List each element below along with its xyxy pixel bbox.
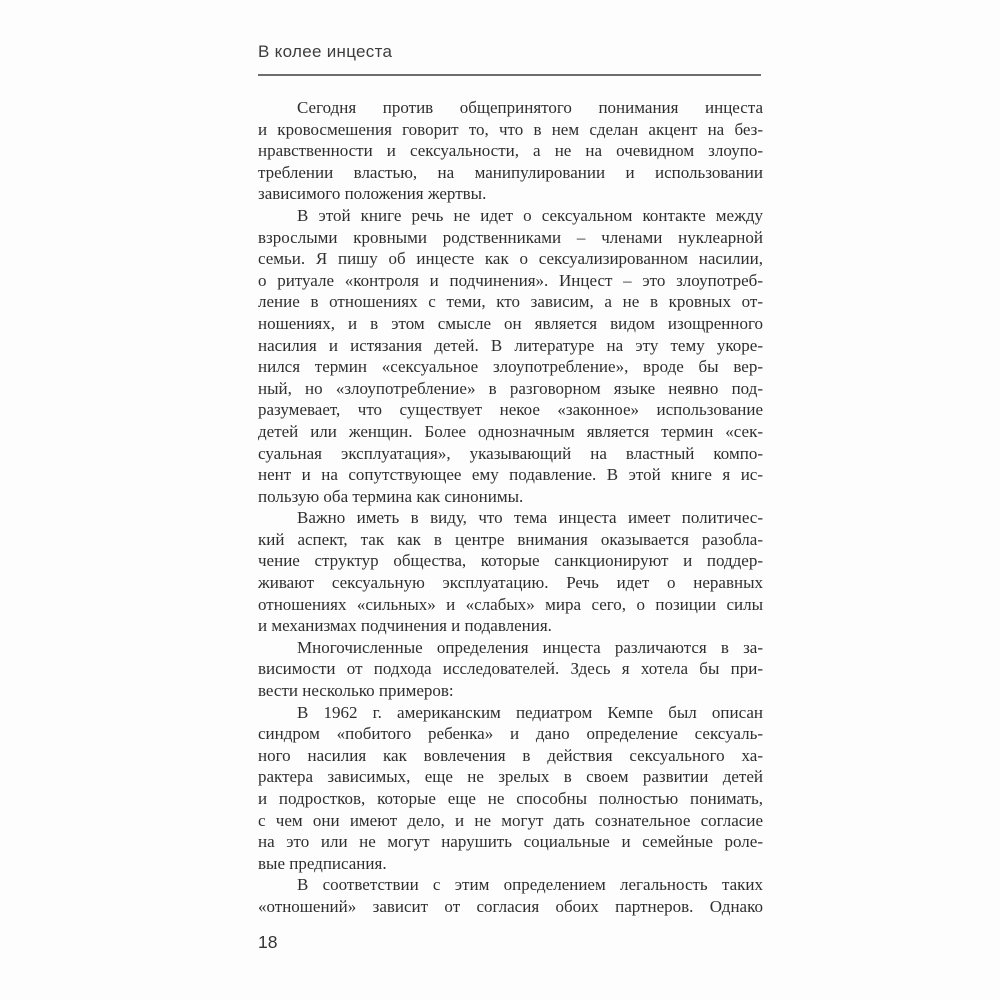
text-line: с чем они имеют дело, и не могут дать сознательное согласие [258, 810, 763, 830]
text-line: пользую оба термина как синонимы. [258, 486, 524, 506]
text-line: о ритуале «контроля и подчинения». Инцест – это злоупотреб- [258, 270, 763, 290]
text-line: Важно иметь в виду, что тема инцеста имеет политичес- [297, 508, 763, 528]
text-line: нент и на сопутствующее ему подавление. В этой книге я ис- [258, 465, 763, 485]
text-line: Сегодня против общепринятого понимания инцеста [297, 98, 763, 117]
header-rule [258, 74, 761, 76]
page-number: 18 [258, 932, 278, 952]
text-line: вые предписания. [258, 853, 387, 873]
text-line: ного насилия как вовлечения в действия сексуального ха- [258, 745, 763, 765]
text-line: разумевает, что существует некое «законное» использование [258, 400, 763, 420]
text-line: висимости от подхода исследователей. Здесь я хотела бы при- [258, 659, 763, 679]
text-line: детей или женщин. Более однозначным является термин «сек- [258, 421, 763, 441]
text-line: В соответствии с этим определением легальность таких [297, 875, 763, 895]
text-line: и подростков, которые еще не способны полностью понимать, [258, 789, 763, 808]
text-line: В этой книге речь не идет о сексуальном контакте между [297, 205, 763, 225]
body-text [258, 97, 763, 918]
text-line: чение структур общества, которые санкционируют и поддер- [258, 551, 763, 571]
text-line: Многочисленные определения инцеста различаются в за- [297, 637, 763, 657]
text-line: на это или не могут нарушить социальные и семейные роле- [258, 832, 763, 852]
text-line: ный, но «злоупотребление» в разговорном языке неявно под- [258, 378, 763, 398]
text-line: живают сексуальную эксплуатацию. Речь идет о неравных [258, 573, 763, 593]
text-line: синдром «побитого ребенка» и дано определение сексуаль- [258, 724, 763, 744]
text-line: треблении властью, на манипулировании и использовании [258, 162, 763, 182]
text-line: ношениях, и в этом смысле он является видом изощренного [258, 313, 763, 333]
text-line: кий аспект, так как в центре внимания оказывается разобла- [258, 529, 763, 549]
text-line: взрослыми кровными родственниками – членами нуклеарной [258, 227, 763, 247]
text-line: рактера зависимых, еще не зрелых в своем развитии детей [258, 767, 763, 787]
text-line: отношениях «сильных» и «слабых» мира сего, о позиции силы [258, 594, 763, 614]
text-line: нравственности и сексуальности, а не на очевидном злоупо- [258, 141, 763, 161]
text-line: вести несколько примеров: [258, 681, 454, 701]
text-line: и механизмах подчинения и подавления. [258, 616, 552, 636]
text-line: и кровосмешения говорит то, что в нем сделан акцент на без- [258, 119, 763, 139]
text-line: суальная эксплуатация», указывающий на властный компо- [258, 443, 763, 463]
text-line: насилия и истязания детей. В литературе на эту тему укоре- [258, 335, 763, 355]
text-line: нился термин «сексуальное злоупотребление», вроде бы вер- [258, 357, 763, 377]
text-line: семьи. Я пишу об инцесте как о сексуализированном насилии, [258, 249, 763, 269]
text-line: ление в отношениях с теми, кто зависим, а не в кровных от- [258, 292, 763, 312]
text-line: В 1962 г. американским педиатром Кемпе был описан [297, 702, 763, 722]
running-header: В колее инцеста [258, 42, 393, 61]
text-line: зависимого положения жертвы. [258, 184, 487, 204]
text-line: «отношений» зависит от согласия обоих партнеров. Однако [258, 896, 763, 916]
